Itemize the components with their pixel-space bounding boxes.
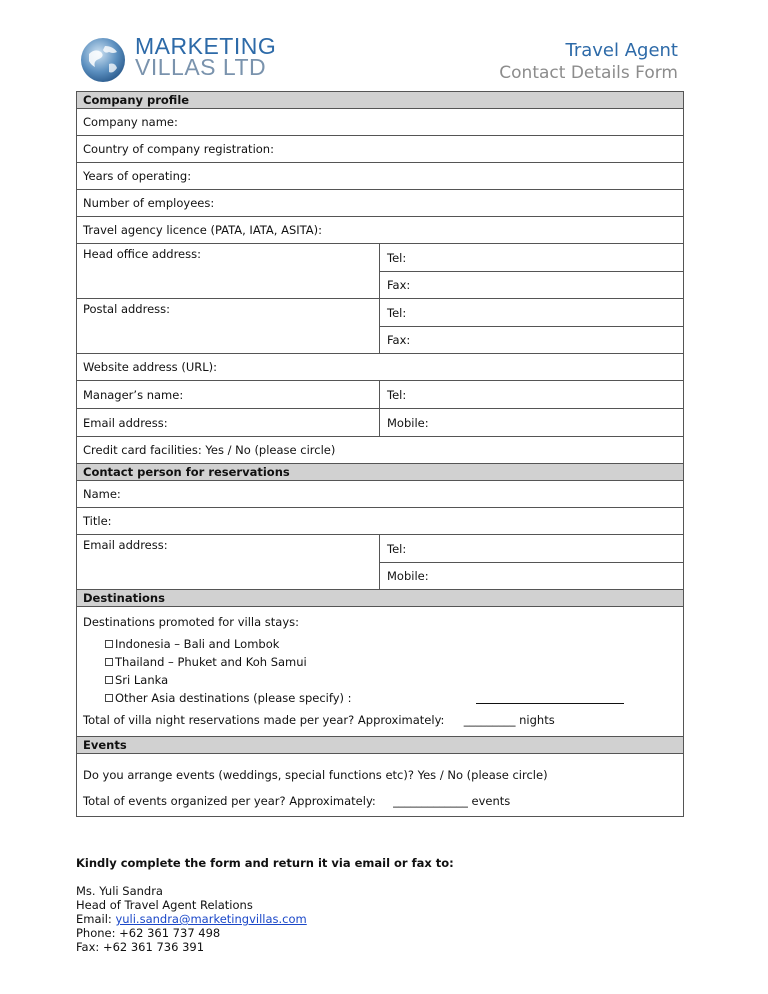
- company-name-field[interactable]: Company name:: [77, 108, 683, 135]
- head-office-address-field[interactable]: Head office address:: [83, 247, 201, 261]
- section-header-contact: Contact person for reservations: [77, 463, 683, 480]
- events-question[interactable]: Do you arrange events (weddings, special functions etc)? Yes / No (please circle): [83, 768, 548, 782]
- manager-name-field[interactable]: Manager’s name:: [83, 387, 184, 402]
- villa-nights-unit: nights: [519, 713, 555, 727]
- contact-tel-field[interactable]: Tel:: [387, 541, 407, 556]
- destination-option[interactable]: [83, 671, 683, 689]
- checkbox-icon[interactable]: [83, 692, 115, 705]
- title-line-2: Contact Details Form: [499, 63, 678, 83]
- other-destinations-input[interactable]: [476, 692, 624, 704]
- destination-option-label: Other Asia destinations (please specify) :: [115, 691, 352, 705]
- manager-tel-field[interactable]: Tel:: [379, 381, 683, 408]
- contact-email-block: [77, 534, 683, 589]
- checkbox-icon[interactable]: [83, 638, 115, 651]
- logo-text: [135, 33, 277, 80]
- villa-nights-label: Total of villa night reservations made per year? Approximately:: [83, 713, 445, 727]
- postal-fax-field[interactable]: Fax:: [380, 326, 683, 353]
- company-email-field[interactable]: Email address:: [83, 415, 168, 430]
- email-row: [77, 408, 683, 436]
- head-office-tel-field[interactable]: Tel:: [387, 250, 407, 265]
- section-header-destinations: Destinations: [77, 589, 683, 606]
- globe-icon: [79, 34, 131, 84]
- footer-role: Head of Travel Agent Relations: [76, 898, 253, 912]
- events-unit: events: [471, 794, 511, 808]
- credit-card-field[interactable]: Credit card facilities: Yes / No (please circle): [77, 436, 683, 463]
- country-registration-field[interactable]: Country of company registration:: [77, 135, 683, 162]
- postal-tel-field[interactable]: Tel:: [387, 305, 407, 320]
- website-field[interactable]: Website address (URL):: [77, 353, 683, 380]
- employees-field[interactable]: Number of employees:: [77, 189, 683, 216]
- company-mobile-field[interactable]: Mobile:: [379, 409, 683, 436]
- contact-form: [76, 91, 684, 817]
- manager-row: [77, 380, 683, 408]
- contact-name-field[interactable]: Name:: [77, 480, 683, 507]
- villa-nights-input[interactable]: _________: [463, 713, 516, 727]
- destination-option-label: Sri Lanka: [115, 673, 169, 687]
- destination-option-label: Thailand – Phuket and Koh Samui: [115, 655, 307, 669]
- postal-block: [77, 298, 683, 353]
- events-block: [77, 753, 683, 816]
- years-operating-field[interactable]: Years of operating:: [77, 162, 683, 189]
- destination-option[interactable]: [83, 689, 683, 707]
- footer-contact: [76, 856, 454, 954]
- postal-address-field[interactable]: Postal address:: [83, 302, 171, 316]
- section-header-company: Company profile: [77, 91, 683, 108]
- contact-email-field[interactable]: Email address:: [83, 538, 168, 552]
- footer-fax: Fax: +62 361 736 391: [76, 940, 205, 954]
- footer-email-line: [76, 912, 454, 926]
- footer-email-link[interactable]: yuli.sandra@marketingvillas.com: [115, 912, 307, 926]
- events-total-label: Total of events organized per year? Approximately:: [83, 794, 376, 808]
- villa-nights-row: [83, 713, 683, 727]
- logo-line-1: MARKETING: [135, 33, 277, 59]
- logo-line-2: VILLAS LTD: [135, 54, 267, 80]
- contact-title-field[interactable]: Title:: [77, 507, 683, 534]
- form-title: [499, 40, 678, 84]
- events-total-input[interactable]: _____________: [393, 794, 468, 808]
- head-office-block: [77, 243, 683, 298]
- title-line-1: Travel Agent: [565, 40, 678, 61]
- footer-instruction: Kindly complete the form and return it via email or fax to:: [76, 856, 454, 870]
- footer-email-label: Email:: [76, 912, 116, 926]
- licence-field[interactable]: Travel agency licence (PATA, IATA, ASITA):: [77, 216, 683, 243]
- company-logo: [79, 34, 279, 84]
- checkbox-icon[interactable]: [83, 656, 115, 669]
- destinations-list: [83, 635, 683, 707]
- footer-name: Ms. Yuli Sandra: [76, 884, 163, 898]
- events-total-row: [83, 794, 683, 808]
- destination-option[interactable]: [83, 653, 683, 671]
- destination-option[interactable]: [83, 635, 683, 653]
- section-header-events: Events: [77, 736, 683, 753]
- footer-phone: Phone: +62 361 737 498: [76, 926, 221, 940]
- checkbox-icon[interactable]: [83, 674, 115, 687]
- contact-mobile-field[interactable]: Mobile:: [380, 562, 683, 589]
- destinations-block: [77, 606, 683, 736]
- destination-option-label: Indonesia – Bali and Lombok: [115, 637, 280, 651]
- head-office-fax-field[interactable]: Fax:: [380, 271, 683, 298]
- destinations-intro: Destinations promoted for villa stays:: [83, 615, 300, 629]
